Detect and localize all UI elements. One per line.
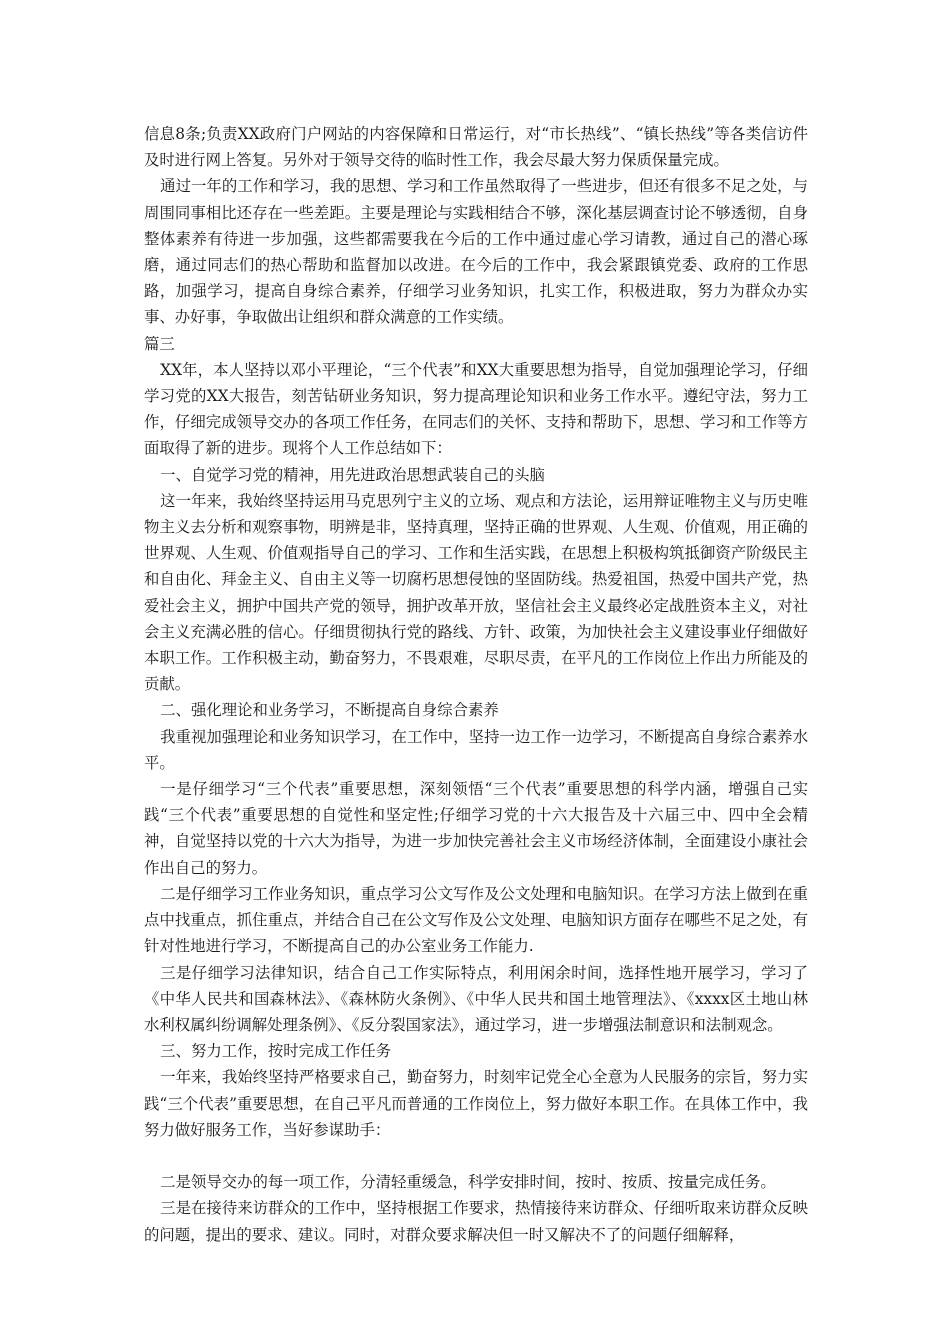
paragraph: 一年来，我始终坚持严格要求自己，勤奋努力，时刻牢记党全心全意为人民服务的宗旨，努力实践“三个代表”重要思想，在自己平凡而普通的工作岗位上，努力做好本职工作。在具体工作中，我努力做好服务工作，当好参谋助手： (144, 1068, 808, 1139)
paragraph: 我重视加强理论和业务知识学习，在工作中，坚持一边工作一边学习，不断提高自身综合素养水平。 (144, 727, 808, 772)
paragraph: XX年，本人坚持以邓小平理论，“三个代表”和XX大重要思想为指导，自觉加强理论学习，仔细学习党的XX大报告，刻苦钻研业务知识，努力提高理论知识和业务工作水平。遵纪守法，努力工作，仔细完成领导交办的各项工作任务，在同志们的关怀、支持和帮助下，思想、学习和工作等方面取得了新的进步。现将个人工作总结如下： (144, 360, 808, 458)
paragraph: 三是仔细学习法律知识，结合自己工作实际特点，利用闲余时间，选择性地开展学习，学习了《中华人民共和国森林法》、《森林防火条例》、《中华人民共和国土地管理法》、《xxxx区土地山林水利权属纠纷调解处理条例》、《反分裂国家法》，通过学习，进一步增强法制意识和法制观念。 (144, 963, 808, 1034)
paragraph: 二是领导交办的每一项工作，分清轻重缓急，科学安排时间，按时、按质、按量完成任务。 (160, 1173, 776, 1192)
section-heading: 三、努力工作，按时完成工作任务 (160, 1042, 392, 1061)
section-heading: 二、强化理论和业务学习，不断提高自身综合素养 (160, 701, 499, 720)
paragraph: 三是在接待来访群众的工作中，坚持根据工作要求，热情接待来访群众、仔细听取来访群众反映的问题，提出的要求、建议。同时，对群众要求解决但一时又解决不了的问题仔细解释， (144, 1199, 808, 1244)
document-page (144, 121, 808, 1248)
paragraph: 信息8条;负责XX政府门户网站的内容保障和日常运行，对“市长热线”、“镇长热线”等各类信访件及时进行网上答复。另外对于领导交待的临时性工作，我会尽最大努力保质保量完成。 (144, 125, 808, 170)
paragraph: 通过一年的工作和学习，我的思想、学习和工作虽然取得了一些进步，但还有很多不足之处，与周围同事相比还存在一些差距。主要是理论与实践相结合不够，深化基层调查讨论不够透彻，自身整体素养有待进一步加强，这些都需要我在今后的工作中通过虚心学习请教，通过自己的潜心琢磨，通过同志们的热心帮助和监督加以改进。在今后的工作中，我会紧跟镇党委、政府的工作思路，加强学习，提高自身综合素养，仔细学习业务知识，扎实工作，积极进取，努力为群众办实事、办好事，争取做出让组织和群众满意的工作实绩。 (144, 177, 808, 327)
paragraph: 二是仔细学习工作业务知识，重点学习公文写作及公文处理和电脑知识。在学习方法上做到在重点中找重点，抓住重点，并结合自己在公文写作及公文处理、电脑知识方面存在哪些不足之处，有针对性地进行学习，不断提高自己的办公室业务工作能力. (144, 884, 808, 956)
section-title: 篇三 (144, 334, 175, 353)
section-heading: 一、自觉学习党的精神，用先进政治思想武装自己的头脑 (160, 465, 545, 484)
paragraph: 一是仔细学习“三个代表”重要思想，深刻领悟“三个代表”重要思想的科学内涵，增强自己实践“三个代表”重要思想的自觉性和坚定性;仔细学习党的十六大报告及十六届三中、四中全会精神，自觉坚持以党的十六大为指导，为进一步加快完善社会主义市场经济体制，全面建设小康社会作出自己的努力。 (144, 780, 808, 877)
paragraph: 这一年来，我始终坚持运用马克思列宁主义的立场、观点和方法论，运用辩证唯物主义与历史唯物主义去分析和观察事物，明辨是非，坚持真理，坚持正确的世界观、人生观、价值观，用正确的世界观、人生观、价值观指导自己的学习、工作和生活实践，在思想上积极构筑抵御资产阶级民主和自由化、拜金主义、自由主义等一切腐朽思想侵蚀的坚固防线。热爱祖国，热爱中国共产党，热爱社会主义，拥护中国共产党的领导，拥护改革开放，坚信社会主义最终必定战胜资本主义，对社会主义充满必胜的信心。仔细贯彻执行党的路线、方针、政策，为加快社会主义建设事业仔细做好本职工作。工作积极主动，勤奋努力，不畏艰难，尽职尽责，在平凡的工作岗位上作出力所能及的贡献。 (144, 491, 808, 694)
blank-line (144, 1143, 808, 1169)
